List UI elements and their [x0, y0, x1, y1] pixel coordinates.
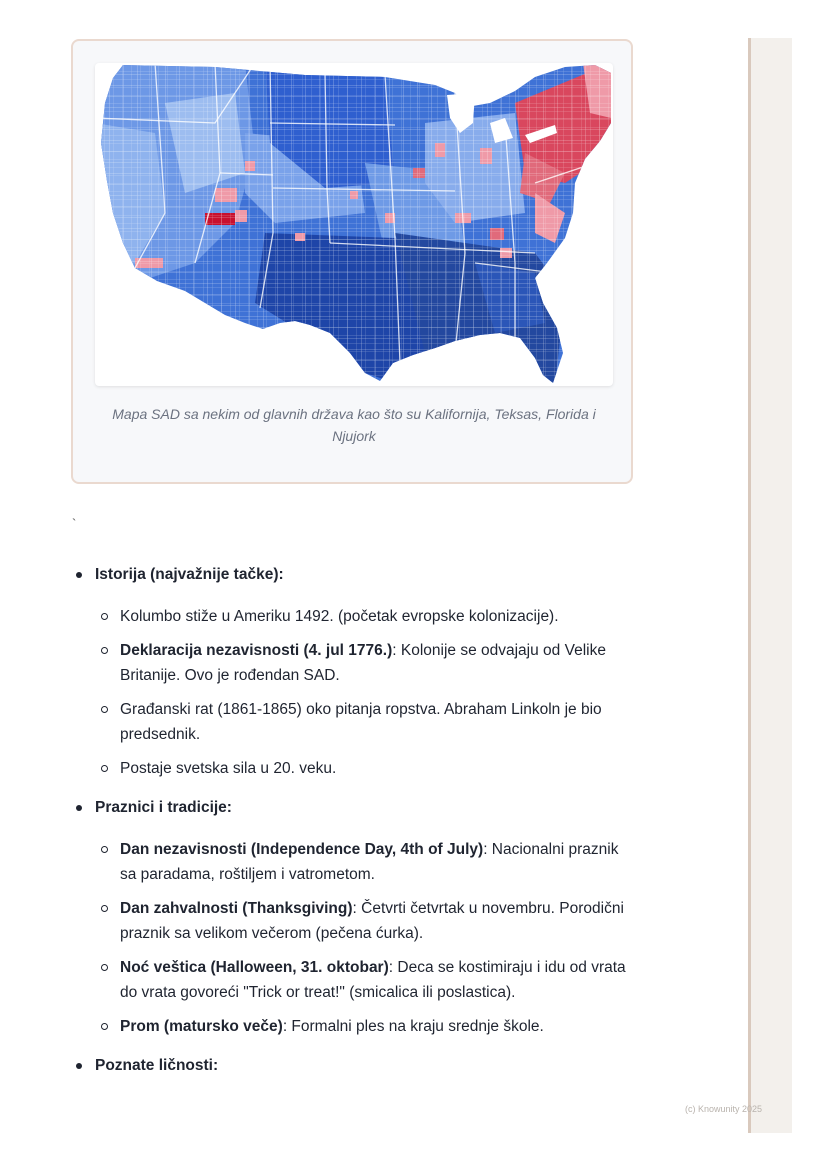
us-map-icon: [95, 63, 613, 386]
section-heading: Praznici i tradicije:: [95, 799, 232, 816]
content-list: [72, 562, 632, 1092]
figure-card: [71, 39, 633, 484]
sub-bullet-list: [95, 837, 632, 1039]
list-item: Građanski rat (1861-1865) oko pitanja ropstva. Abraham Linkoln je bio predsednik.: [95, 697, 632, 747]
section-heading: Poznate ličnosti:: [95, 1057, 219, 1074]
figure-caption: Mapa SAD sa nekim od glavnih država kao što su Kalifornija, Teksas, Florida i Njujork: [112, 406, 596, 444]
list-item: Deklaracija nezavisnosti (4. jul 1776.): Kolonije se odvajaju od Velike Britanije. Ovo je rođendan SAD.: [95, 638, 632, 688]
us-map-image: [95, 63, 613, 386]
section-heading: Istorija (najvažnije tačke):: [95, 566, 284, 583]
list-item: Dan zahvalnosti (Thanksgiving): Četvrti četvrtak u novembru. Porodični praznik sa velikom večerom (pečena ćurka).: [95, 896, 632, 946]
sub-bullet-list: [95, 604, 632, 781]
list-item: Kolumbo stiže u Ameriku 1492. (početak evropske kolonizacije).: [95, 604, 632, 629]
list-item: Dan nezavisnosti (Independence Day, 4th of July): Nacionalni praznik sa paradama, roštiljem i vatrometom.: [95, 837, 632, 887]
outer-bullet-list: [72, 562, 632, 1078]
section-item: [72, 795, 632, 1039]
side-margin-strip: [748, 38, 792, 1133]
list-item: Prom (matursko veče): Formalni ples na kraju srednje škole.: [95, 1014, 632, 1039]
list-item: Postaje svetska sila u 20. veku.: [95, 756, 632, 781]
section-item: [72, 1053, 632, 1078]
stray-mark: `: [72, 516, 77, 531]
copyright-footer: (c) Knowunity 2025: [685, 1104, 763, 1114]
list-item: Noć veštica (Halloween, 31. oktobar): Deca se kostimiraju i idu od vrata do vrata govoreći "Trick or treat!" (smicalica ili poslastica).: [95, 955, 632, 1005]
section-item: [72, 562, 632, 781]
